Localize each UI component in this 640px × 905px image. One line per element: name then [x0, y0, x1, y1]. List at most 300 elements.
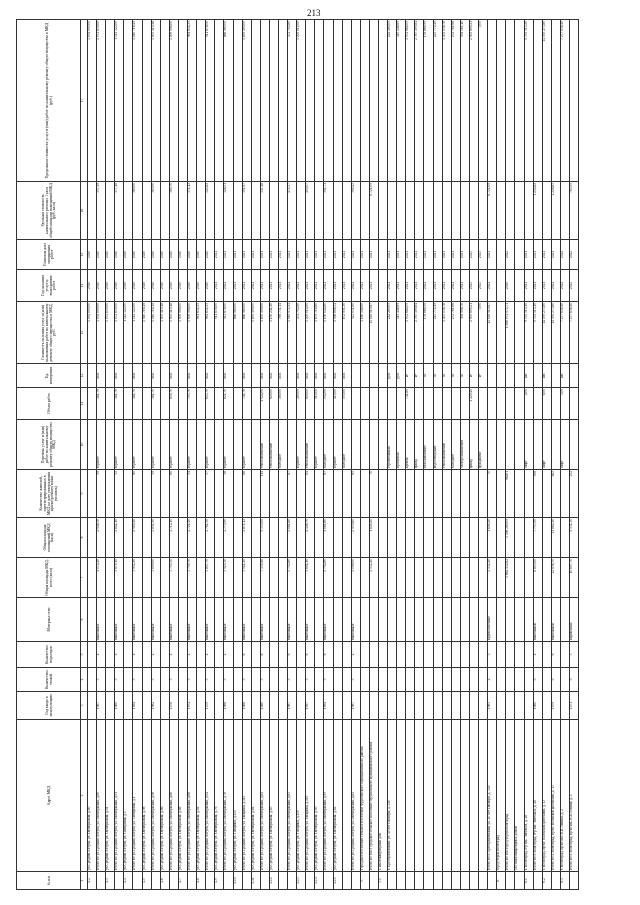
table-cell: панельные: [188, 598, 197, 642]
table-cell: [524, 598, 533, 642]
table-cell: [379, 20, 388, 182]
table-cell: [424, 668, 433, 692]
table-cell: панельные: [242, 598, 251, 642]
table-cell: 4.8: [197, 872, 206, 890]
table-cell: горячее: [115, 420, 124, 470]
table-cell: [297, 470, 306, 518]
table-cell: [397, 558, 406, 598]
address-cell: ул.Средняя Ахтуба, ул. Октябрьская, д.98: [142, 720, 151, 872]
table-cell: 2021: [315, 240, 324, 270]
table-cell: [160, 20, 169, 182]
table-cell: м.п.: [242, 364, 251, 388]
table-cell: 5: [206, 668, 215, 692]
table-cell: м: [442, 364, 451, 388]
column-number: 13: [81, 302, 88, 364]
table-cell: 6: [288, 642, 297, 668]
table-cell: лифт: [524, 420, 533, 470]
table-cell: 12 836,70: [551, 558, 560, 598]
table-cell: [451, 598, 460, 642]
table-cell: [142, 388, 151, 420]
table-cell: [460, 642, 469, 668]
table-cell: горячее: [169, 420, 178, 470]
column-number: 2: [81, 720, 88, 872]
table-cell: [497, 20, 506, 182]
table-cell: [324, 872, 333, 890]
table-cell: 2 900,40: [133, 518, 142, 558]
table-cell: [469, 182, 478, 240]
table-cell: 4.11: [251, 872, 260, 890]
table-cell: 6.: [497, 872, 506, 890]
table-cell: м²: [469, 364, 478, 388]
table-cell: [160, 642, 169, 668]
table-cell: [506, 668, 515, 692]
table-cell: [269, 598, 278, 642]
table-cell: 3 670,10: [115, 558, 124, 598]
table-cell: [388, 182, 397, 240]
table-cell: [379, 470, 388, 518]
table-cell: [369, 420, 378, 470]
table-cell: 6: [306, 642, 315, 668]
column-number: 11: [81, 388, 88, 420]
table-cell: 5: [260, 668, 269, 692]
table-cell: 3 699,00: [151, 558, 160, 598]
address-cell: ул.Средняя Ахтуба, ул. Октябрьская, д.82: [333, 720, 342, 872]
table-cell: панельные: [324, 598, 333, 642]
table-cell: [488, 388, 497, 420]
table-cell: 2020: [197, 240, 206, 270]
table-cell: [433, 642, 442, 668]
table-cell: 2023: [469, 270, 478, 302]
table-cell: [197, 20, 206, 182]
table-cell: 3 921,20: [242, 558, 251, 598]
column-header: Количество подъездов: [17, 642, 81, 668]
table-cell: [469, 692, 478, 720]
table-cell: 474 702,80: [288, 20, 297, 182]
table-cell: 2021: [260, 240, 269, 270]
table-cell: 1967: [97, 692, 106, 720]
table-cell: м.п.: [269, 364, 278, 388]
table-row: [497, 20, 506, 890]
table-cell: [497, 598, 506, 642]
table-cell: 415 448,69: [397, 20, 406, 182]
table-cell: 1974: [188, 692, 197, 720]
table-cell: горячее: [97, 420, 106, 470]
table-cell: [142, 420, 151, 470]
table-row: [533, 20, 542, 890]
table-cell: 6: [242, 642, 251, 668]
table-cell: 181,70: [97, 388, 106, 420]
table-cell: 650,70: [169, 388, 178, 420]
table-cell: 4.4: [124, 872, 133, 890]
address-cell: Городское поселение сельское поселение Фрунзенского муниципального района: [360, 720, 369, 872]
table-cell: [515, 872, 524, 890]
column-header: Общая площадь МКД, всего (кв.м): [17, 558, 81, 598]
table-cell: 1 003 410,48: [151, 20, 160, 182]
column-number-row: [81, 20, 88, 890]
table-cell: 410,00: [333, 388, 342, 420]
table-cell: 1997: [306, 692, 315, 720]
table-cell: 2020: [142, 270, 151, 302]
table-cell: 2 871,12: [242, 518, 251, 558]
table-cell: 2020: [169, 240, 178, 270]
table-cell: 1 855 499,00: [242, 20, 251, 182]
table-cell: [233, 470, 242, 518]
column-header: Предельная стоимость услуг и (или) работ по капитальному ремонту общего имущества в МКД (руб.): [17, 20, 81, 182]
table-cell: 5.1: [379, 872, 388, 890]
address-cell: [433, 720, 442, 872]
table-cell: 2021: [333, 270, 342, 302]
table-cell: [488, 364, 497, 388]
table-cell: [160, 692, 169, 720]
table-cell: [533, 20, 542, 182]
table-cell: 1 226,83: [551, 182, 560, 240]
table-cell: 2021: [288, 270, 297, 302]
table-cell: [233, 420, 242, 470]
table-cell: [469, 642, 478, 668]
table-row: [324, 20, 333, 890]
address-cell: ул.Средняя Ахтуба, ул. Октябрьская, д.91: [106, 720, 115, 872]
address-cell: [469, 720, 478, 872]
table-cell: 8: [260, 642, 269, 668]
table-cell: [442, 668, 451, 692]
table-cell: [369, 642, 378, 668]
table-cell: 114: [260, 470, 269, 518]
table-cell: [351, 20, 360, 182]
table-cell: [469, 668, 478, 692]
table-cell: 0,00: [479, 20, 488, 182]
table-cell: 1 040 716,49: [133, 20, 142, 182]
table-cell: 5: [324, 668, 333, 692]
table-cell: [488, 420, 497, 470]
table-cell: [269, 20, 278, 182]
table-cell: [269, 470, 278, 518]
table-cell: лифт: [542, 420, 551, 470]
table-cell: 1 190 044,80: [324, 302, 333, 364]
table-cell: 4: [351, 642, 360, 668]
table-row: [215, 20, 224, 890]
table-cell: [515, 518, 524, 558]
column-number: 12: [81, 364, 88, 388]
table-cell: 2021: [360, 270, 369, 302]
table-cell: 1 640,20: [488, 518, 497, 558]
table-cell: [142, 642, 151, 668]
table-cell: [215, 20, 224, 182]
table-cell: [506, 420, 515, 470]
table-cell: [506, 872, 515, 890]
table-cell: [406, 642, 415, 668]
table-cell: [442, 598, 451, 642]
table-cell: [315, 20, 324, 182]
table-row: [160, 20, 169, 890]
table-cell: 5: [133, 668, 142, 692]
table-cell: 2021: [397, 240, 406, 270]
table-cell: 252: [569, 470, 578, 518]
table-cell: 2020: [197, 270, 206, 302]
table-cell: 2021: [415, 270, 424, 302]
table-cell: [369, 20, 378, 182]
table-cell: [460, 470, 469, 518]
table-cell: панельные: [151, 598, 160, 642]
table-cell: [424, 598, 433, 642]
table-cell: [333, 598, 342, 642]
table-cell: 1982: [151, 692, 160, 720]
table-cell: [433, 182, 442, 240]
table-row: [233, 20, 242, 890]
table-cell: [124, 20, 133, 182]
table-cell: [278, 872, 287, 890]
table-cell: горячее: [151, 420, 160, 470]
address-cell: Итого по ул.Средняя Ахтуба, ул. Октябрьская, д.82: [351, 720, 360, 872]
table-cell: 4 006,00: [351, 558, 360, 598]
table-row: [506, 20, 515, 890]
column-header: Объем работ: [17, 388, 81, 420]
table-cell: 4 074,40: [97, 558, 106, 598]
table-cell: [451, 470, 460, 518]
table-cell: 2021: [488, 240, 497, 270]
table-row: [115, 20, 124, 890]
table-cell: 4 146,70: [306, 518, 315, 558]
table-cell: 9 531,30: [569, 518, 578, 558]
address-cell: 1 многоквартирный дом: [379, 720, 388, 872]
column-number: 10: [81, 420, 88, 470]
table-cell: м.п.: [278, 364, 287, 388]
table-cell: м.п.: [297, 364, 306, 388]
table-cell: 272 781,66: [451, 20, 460, 182]
table-cell: [379, 598, 388, 642]
table-cell: 2020: [188, 240, 197, 270]
table-cell: 1980: [260, 692, 269, 720]
table-cell: 4: [97, 642, 106, 668]
table-cell: [569, 872, 578, 890]
table-cell: 769 731,14: [278, 302, 287, 364]
table-cell: м.п.: [306, 364, 315, 388]
table-cell: 1987: [288, 692, 297, 720]
table-row: [451, 20, 460, 890]
table-cell: 2021: [297, 240, 306, 270]
table-cell: руб.: [388, 364, 397, 388]
table-cell: холодное: [278, 420, 287, 470]
table-cell: [460, 598, 469, 642]
table-cell: [233, 598, 242, 642]
address-cell: Итого по г. Волгоград, б-р им. Энгельса, д. 28: [533, 720, 542, 872]
table-cell: 2020: [124, 240, 133, 270]
table-cell: [251, 668, 260, 692]
table-cell: 763,55: [569, 182, 578, 240]
table-cell: 347,48: [260, 182, 269, 240]
table-cell: [397, 668, 406, 692]
table-cell: 2 775,90: [224, 518, 233, 558]
table-cell: 7 139,40: [260, 558, 269, 598]
table-cell: 52: [115, 470, 124, 518]
table-cell: [533, 420, 542, 470]
table-cell: 910,00: [315, 388, 324, 420]
table-cell: 223 772,49: [433, 20, 442, 182]
table-cell: 87: [288, 470, 297, 518]
table-cell: 5: [115, 668, 124, 692]
table-cell: [551, 388, 560, 420]
table-cell: 2020: [142, 240, 151, 270]
table-cell: [233, 558, 242, 598]
table-cell: 4: [533, 642, 542, 668]
table-cell: [515, 598, 524, 642]
table-cell: 2021: [215, 270, 224, 302]
table-cell: 405,07: [306, 182, 315, 240]
table-cell: 394 908,70: [460, 302, 469, 364]
table-cell: 1 009 996,00: [178, 302, 187, 364]
address-cell: Итого по ул.Средняя Ахтуба, ул. Октябрьская, д.88: [188, 720, 197, 872]
table-cell: [251, 598, 260, 642]
table-cell: [424, 518, 433, 558]
table-cell: 4.14: [315, 872, 324, 890]
table-cell: 470,37: [288, 182, 297, 240]
table-cell: панельные: [115, 598, 124, 642]
table-cell: 6: [551, 642, 560, 668]
table-row: [224, 20, 233, 890]
table-cell: 2021: [224, 240, 233, 270]
table-cell: [506, 598, 515, 642]
table-cell: 4: [115, 642, 124, 668]
column-header: Ед. измерения: [17, 364, 81, 388]
table-cell: крупноблочные: [488, 598, 497, 642]
table-cell: [342, 692, 351, 720]
table-cell: 2021: [260, 270, 269, 302]
table-cell: [360, 668, 369, 692]
table-cell: [506, 388, 515, 420]
table-cell: [569, 388, 578, 420]
table-cell: [242, 872, 251, 890]
table-cell: 703,70: [188, 388, 197, 420]
table-cell: [415, 182, 424, 240]
table-cell: 1 112 322,00: [124, 302, 133, 364]
table-cell: 2021: [224, 270, 233, 302]
table-cell: 59: [151, 470, 160, 518]
table-cell: 1 009 996,00: [188, 302, 197, 364]
table-cell: [388, 388, 397, 420]
table-cell: панельные: [260, 598, 269, 642]
address-cell: Итого по ул.Средняя Ахтуба, ул. Октябрьская, д.94: [206, 720, 215, 872]
table-cell: 1 072 839,00: [106, 302, 115, 364]
table-cell: 70: [488, 470, 497, 518]
table-cell: [551, 420, 560, 470]
table-cell: [524, 518, 533, 558]
table-cell: лифт: [560, 420, 569, 470]
table-cell: [524, 182, 533, 240]
table-cell: 2023: [479, 240, 488, 270]
address-cell: [424, 720, 433, 872]
table-cell: 2 903 609,21: [469, 302, 478, 364]
table-cell: м: [460, 364, 469, 388]
table-cell: 3 755,30: [169, 558, 178, 598]
table-cell: [360, 470, 369, 518]
table-cell: 4.2: [88, 872, 97, 890]
address-cell: Итого по ул.Средняя Ахтуба, ул. Октябрьская, д.83: [288, 720, 297, 872]
address-cell: [397, 720, 406, 872]
table-cell: [515, 692, 524, 720]
table-cell: 2020: [106, 240, 115, 270]
table-cell: 1 072 839,00: [115, 302, 124, 364]
table-cell: 2020: [133, 270, 142, 302]
table-cell: 2020: [178, 270, 187, 302]
table-cell: [251, 642, 260, 668]
table-cell: [542, 692, 551, 720]
address-cell: Итого по ул.Средняя Ахтуба, ул. Октябрьская, д.86: [169, 720, 178, 872]
table-cell: 2021: [315, 270, 324, 302]
table-cell: [369, 388, 378, 420]
table-cell: панельные: [169, 598, 178, 642]
table-cell: [233, 364, 242, 388]
table-cell: [524, 692, 533, 720]
table-cell: [342, 598, 351, 642]
table-cell: 2021: [433, 270, 442, 302]
table-cell: 1988: [224, 692, 233, 720]
table-cell: 301,97: [242, 182, 251, 240]
table-cell: [424, 558, 433, 598]
table-cell: [515, 240, 524, 270]
table-cell: 2020: [151, 270, 160, 302]
table-cell: кровля: [406, 420, 415, 470]
table-cell: панельные: [224, 598, 233, 642]
table-cell: [415, 668, 424, 692]
table-cell: 1 988 074 972,71: [506, 302, 515, 364]
table-cell: [379, 668, 388, 692]
table-cell: 9: [569, 668, 578, 692]
table-cell: [415, 692, 424, 720]
table-cell: [415, 518, 424, 558]
table-cell: 3 897,70: [206, 558, 215, 598]
table-cell: 600,00: [306, 388, 315, 420]
table-cell: [379, 642, 388, 668]
table-cell: м.п.: [169, 364, 178, 388]
table-cell: 2021: [251, 270, 260, 302]
table-cell: [397, 598, 406, 642]
table-cell: 1 205 014,00: [306, 302, 315, 364]
table-cell: 5: [306, 668, 315, 692]
table-cell: м.п.: [260, 364, 269, 388]
table-row: [242, 20, 251, 890]
table-row: [197, 20, 206, 890]
table-cell: [360, 598, 369, 642]
table-cell: [479, 872, 488, 890]
table-cell: [406, 518, 415, 558]
table-cell: 5 752,80: [288, 558, 297, 598]
table-cell: [379, 518, 388, 558]
table-cell: [360, 388, 369, 420]
table-cell: 2021: [433, 240, 442, 270]
table-cell: 9: [551, 668, 560, 692]
table-cell: 14 555 273,80: [542, 302, 551, 364]
table-cell: 2020: [169, 270, 178, 302]
table-cell: 2021: [233, 270, 242, 302]
table-cell: 2020: [88, 240, 97, 270]
table-row: [206, 20, 215, 890]
table-cell: [515, 668, 524, 692]
table-cell: 6 721,09: [488, 182, 497, 240]
table-cell: [497, 182, 506, 240]
table-cell: 4.13: [297, 872, 306, 890]
table-cell: 5.: [360, 872, 369, 890]
table-cell: панельные: [288, 598, 297, 642]
table-cell: [460, 692, 469, 720]
table-cell: 59: [97, 470, 106, 518]
address-cell: ул.Средняя Ахтуба, ул. Гагарина, д.119: [297, 720, 306, 872]
table-cell: [442, 558, 451, 598]
table-cell: [515, 302, 524, 364]
table-cell: 2021: [306, 240, 315, 270]
table-cell: 4: [488, 668, 497, 692]
table-cell: 552,00: [324, 388, 333, 420]
table-cell: 2022: [506, 240, 515, 270]
table-cell: 1 453 038,78: [442, 302, 451, 364]
